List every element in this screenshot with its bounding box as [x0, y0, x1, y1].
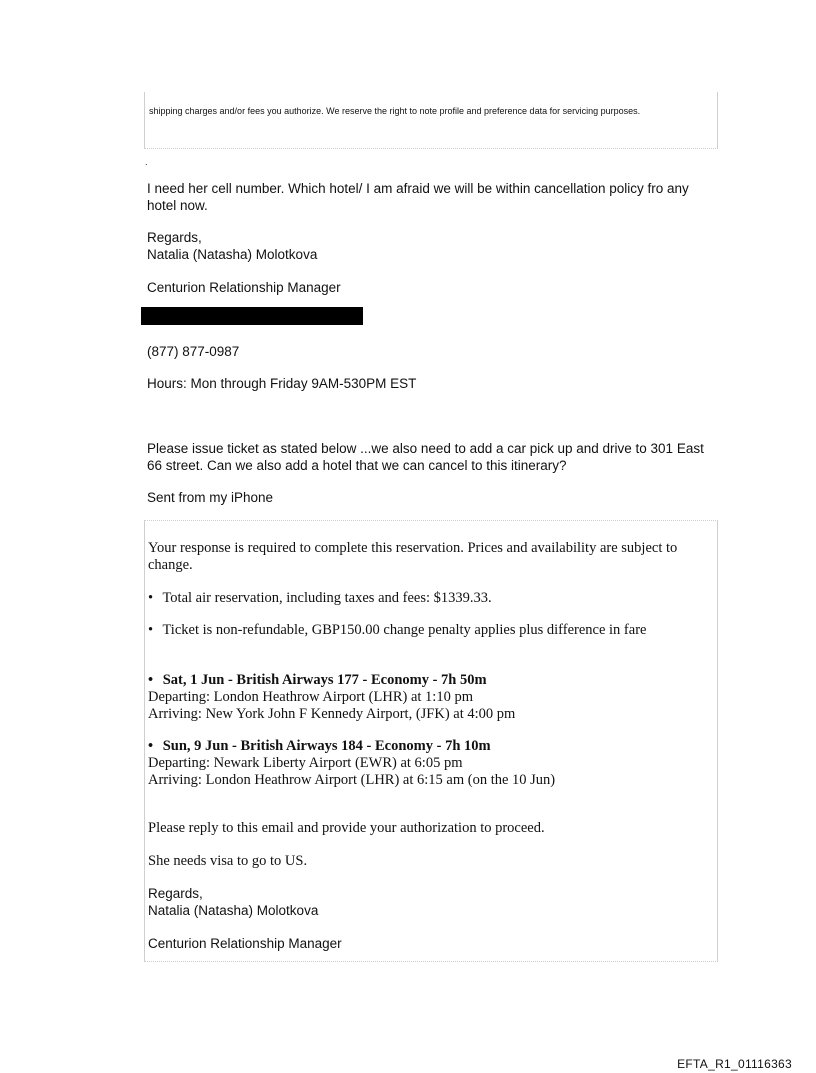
flight-1-departing: Departing: London Heathrow Airport (LHR) at 1:10 pm — [148, 689, 473, 705]
request-signature: Sent from my iPhone — [147, 490, 274, 505]
flight-2-title-text: Sun, 9 Jun - British Airways 184 - Economy - 7h 10m — [162, 738, 491, 754]
ticket-note-text: Ticket is non-refundable, GBP150.00 change penalty applies plus difference in fare — [162, 622, 647, 638]
flight-1-title-text: Sat, 1 Jun - British Airways 177 - Economy - 7h 50m — [162, 672, 487, 688]
request-message: Please issue ticket as stated below ...we also need to add a car pick up and drive to 301 East 66 street. Can we also add a hotel that we can cancel to this itinerary? — [147, 441, 704, 473]
separator-dot: . — [145, 157, 148, 167]
reply-sender-name: Natalia (Natasha) Molotkova — [147, 247, 318, 262]
flight-2-departing: Departing: Newark Liberty Airport (EWR) at 6:05 pm — [148, 755, 463, 771]
reply-phone: (877) 877-0987 — [147, 344, 240, 359]
ticket-note-item — [148, 622, 716, 639]
visa-note: She needs visa to go to US. — [148, 853, 308, 869]
redaction-bar — [141, 307, 363, 325]
authorization-request: Please reply to this email and provide your authorization to proceed. — [148, 820, 545, 836]
itinerary-intro: Your response is required to complete this reservation. Prices and availability are subject to change. — [148, 540, 678, 573]
reply-regards: Regards, — [147, 230, 202, 245]
total-fare-item — [148, 590, 713, 607]
itinerary-sender-name: Natalia (Natasha) Molotkova — [148, 903, 319, 918]
flight-2-arriving: Arriving: London Heathrow Airport (LHR) at 6:15 am (on the 10 Jun) — [148, 772, 556, 788]
reply-sender-title: Centurion Relationship Manager — [147, 280, 341, 295]
flight-1-title — [148, 672, 487, 689]
itinerary-sender-title: Centurion Relationship Manager — [148, 936, 342, 951]
reply-hours: Hours: Mon through Friday 9AM-530PM EST — [147, 376, 417, 391]
flight-1-arriving: Arriving: New York John F Kennedy Airport, (JFK) at 4:00 pm — [148, 706, 516, 722]
terms-text: shipping charges and/or fees you authorize. We reserve the right to note profile and preference data for servicing purposes. — [149, 106, 641, 116]
itinerary-regards: Regards, — [148, 886, 203, 901]
reply-message: I need her cell number. Which hotel/ I am afraid we will be within cancellation policy fro any hotel now. — [147, 181, 689, 213]
total-fare-text: Total air reservation, including taxes and fees: $1339.33. — [162, 590, 492, 606]
document-id: EFTA_R1_01116363 — [677, 1057, 792, 1071]
quoted-terms-box — [144, 92, 718, 149]
flight-2-title — [148, 738, 491, 755]
